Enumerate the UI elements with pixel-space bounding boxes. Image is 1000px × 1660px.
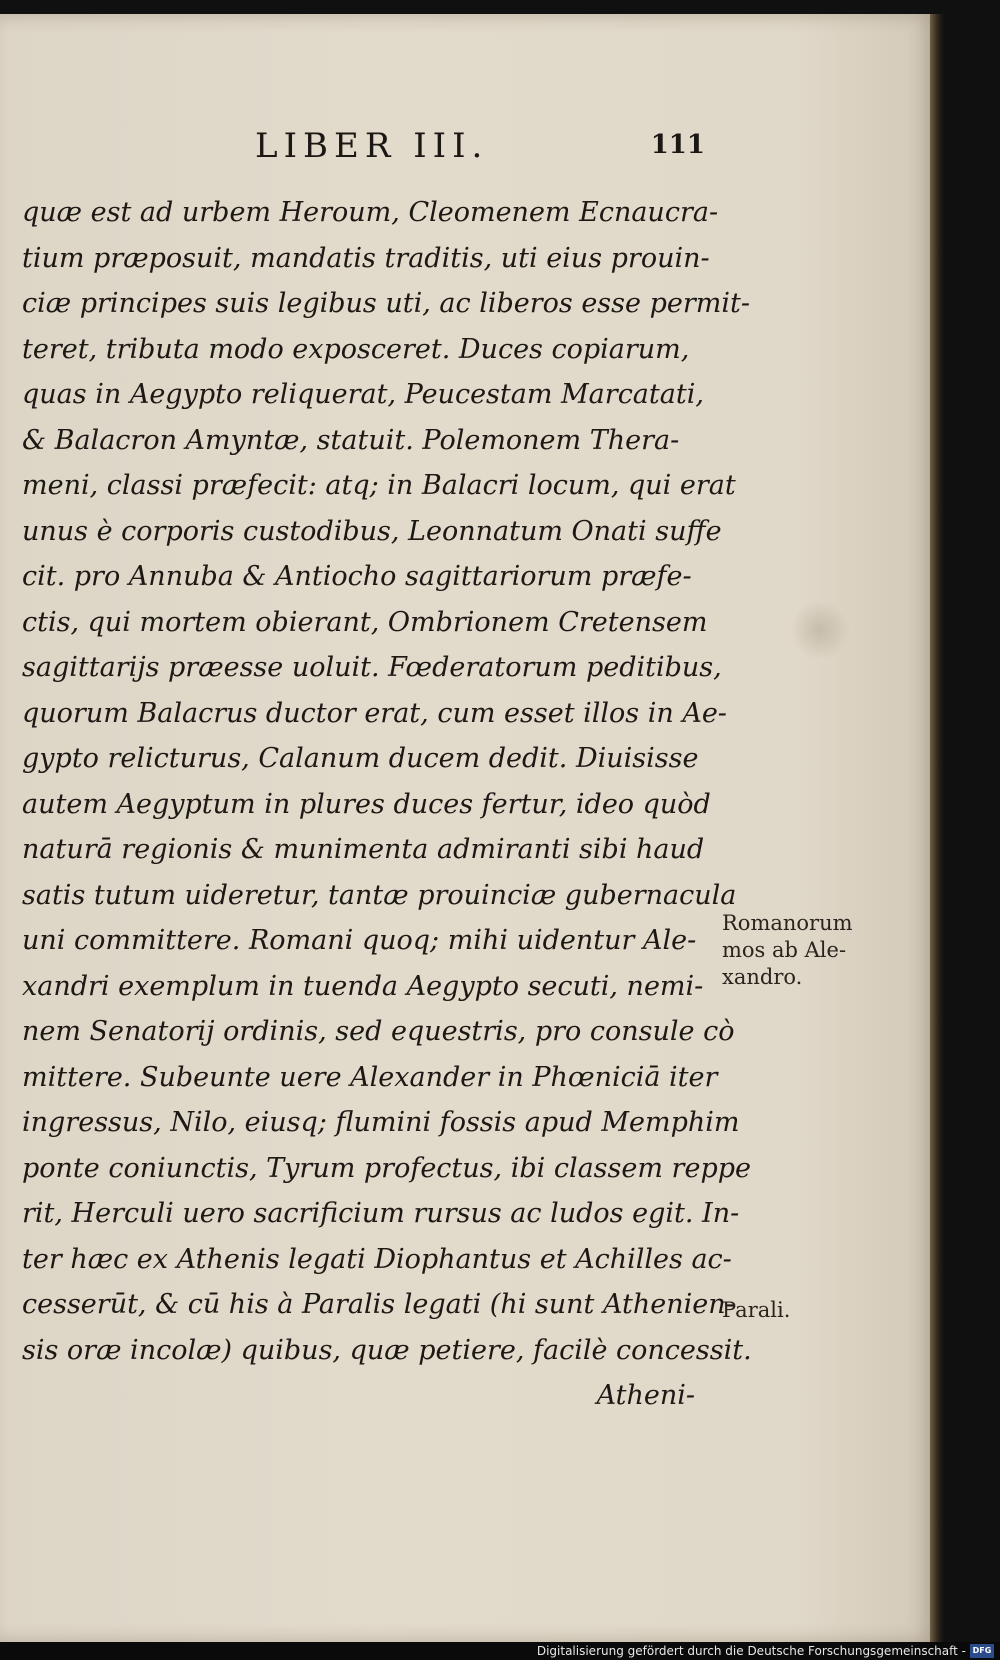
text-line: meni, classi præfecit: atq; in Balacri locum, qui erat [22,470,736,501]
text-line: teret, tributa modo exposceret. Duces copiarum, [22,333,690,365]
margin-note-line: Parali. [722,1298,791,1322]
text-line: autem Aegyptum in plures duces fertur, ideo quòd [22,788,711,820]
main-text-block [22,190,752,1419]
running-title: LIBER III. [255,126,489,166]
text-line: cit. pro Annuba & Antiocho sagittariorum præfe- [22,561,692,592]
text-line: tium præposuit, mandatis traditis, uti eius prouin- [22,242,710,274]
text-line: ingressus, Nilo, eiusq; flumini fossis apud Memphim [22,1107,740,1138]
margin-note-line: Romanorum [722,911,853,935]
page-number: 111 [650,130,705,160]
text-line: ponte coniunctis, Tyrum profectus, ibi classem reppe [22,1152,751,1184]
text-line: mittere. Subeunte uere Alexander in Phœniciā iter [22,1061,718,1093]
text-line: quæ est ad urbem Heroum, Cleomenem Ecnaucra- [22,197,719,228]
text-line: rit, Herculi uero sacrificium rursus ac ludos egit. In- [22,1198,740,1229]
margin-note-line: xandro. [722,965,803,989]
text-line: ctis, qui mortem obierant, Ombrionem Cretensem [22,606,708,638]
dfg-logo-icon: DFG [970,1644,994,1658]
footer-credit: Digitalisierung gefördert durch die Deutsche Forschungsgemeinschaft - [536,1644,966,1658]
text-line: quas in Aegypto reliquerat, Peucestam Marcatati, [22,379,704,410]
text-line: & Balacron Amyntæ, statuit. Polemonem Thera- [22,424,680,456]
digitization-footer [0,1642,1000,1660]
text-line: ter hæc ex Athenis legati Diophantus et Achilles ac- [22,1243,732,1275]
text-line: sagittarijs præesse uoluit. Fœderatorum peditibus, [22,652,722,683]
text-line: uni committere. Romani quoq; mihi uidentur Ale- [22,925,697,956]
ink-bleed-mark [790,600,850,660]
margin-note-line: mos ab Ale- [722,938,847,962]
margin-note-romanorum [722,910,853,991]
text-line: quorum Balacrus ductor erat, cum esset illos in Ae- [22,697,727,729]
text-line: sis oræ incolæ) quibus, quæ petiere, facilè concessit. [22,1334,752,1366]
text-line: cesserūt, & cū his à Paralis legati (hi sunt Athenien- [22,1289,735,1320]
text-line: nem Senatorij ordinis, sed equestris, pro consule cò [22,1016,735,1047]
text-line: ciæ principes suis legibus uti, ac liberos esse permit- [22,288,750,319]
catchword: Atheni- [596,1380,695,1411]
margin-note-parali [722,1297,790,1324]
text-line: unus è corporis custodibus, Leonnatum Onati suffe [22,515,722,547]
text-line: naturā regionis & munimenta admiranti sibi haud [22,834,705,865]
text-line: satis tutum uideretur, tantæ prouinciæ gubernacula [22,879,737,911]
text-line: gypto relicturus, Calanum ducem dedit. Diuisisse [22,743,699,774]
page-header [255,126,705,166]
text-line: xandri exemplum in tuenda Aegypto secuti, nemi- [22,970,704,1002]
page-edge-shadow [930,14,944,1642]
